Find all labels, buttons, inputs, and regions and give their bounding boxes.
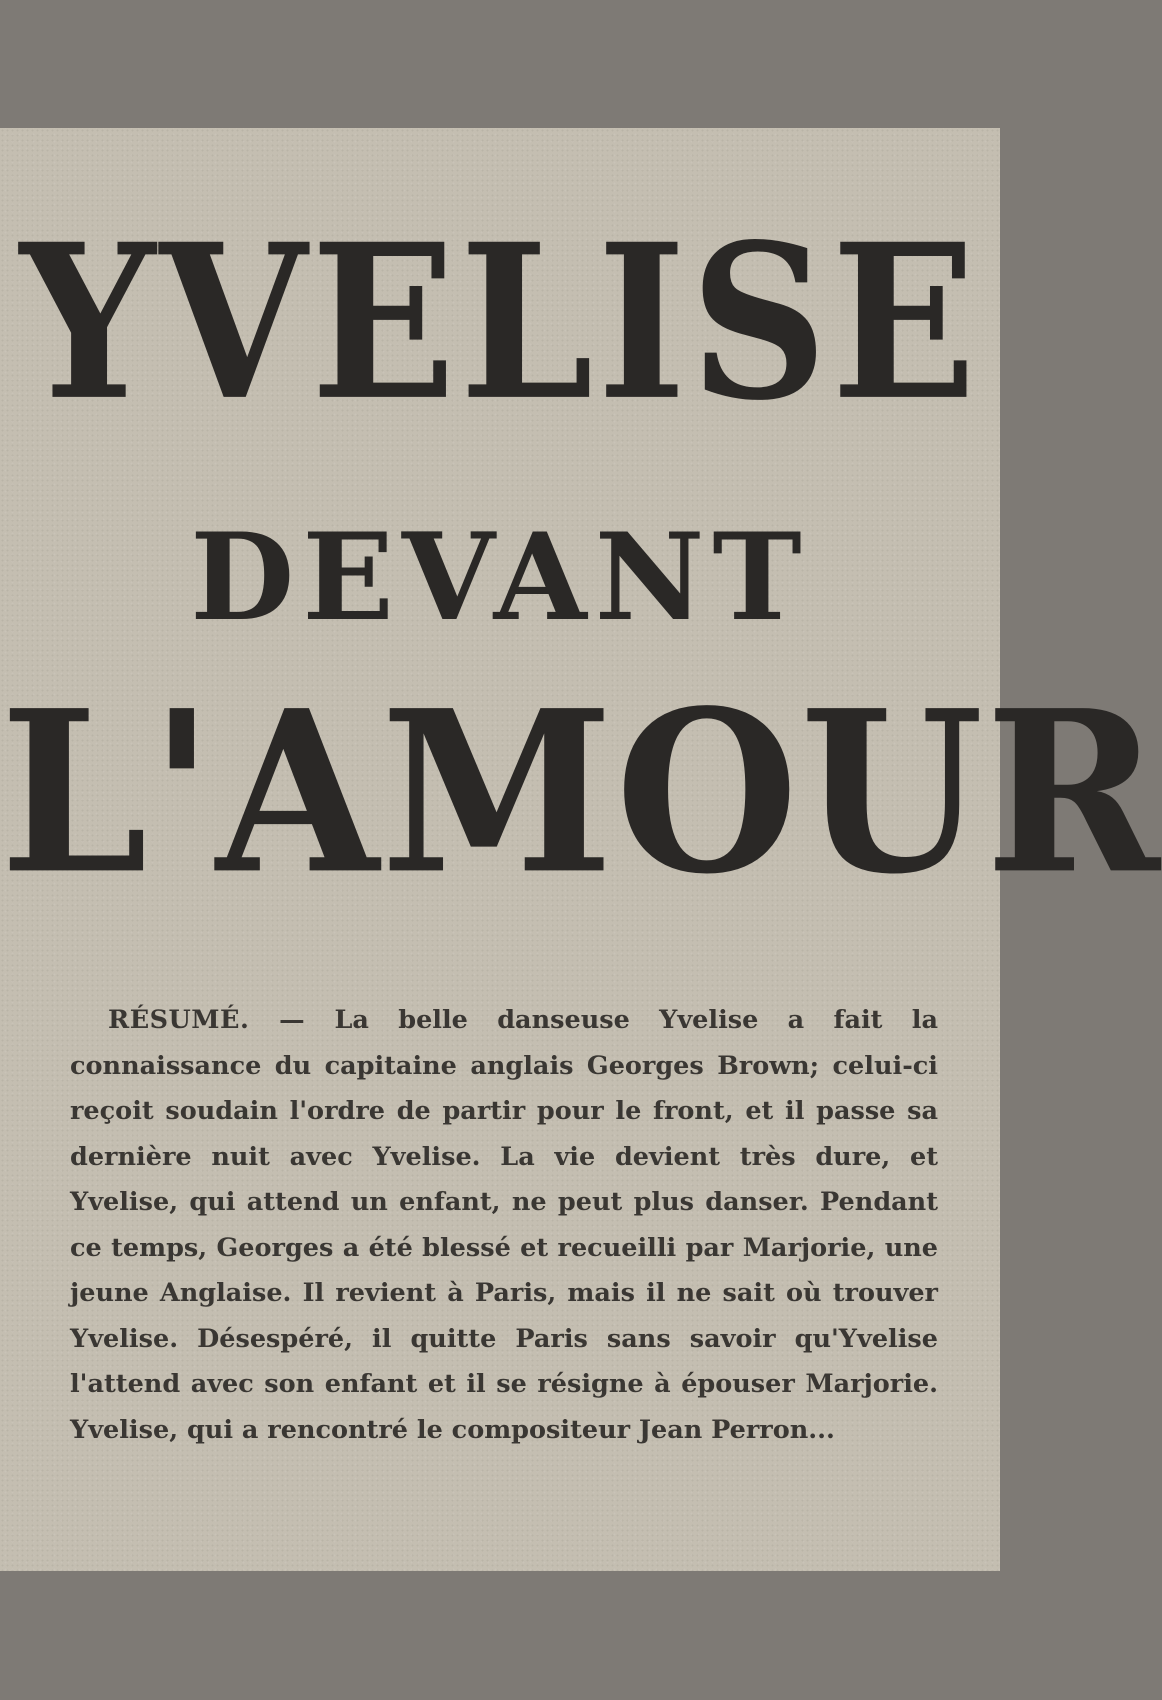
summary-text: La belle danseuse Yvelise a fait la connaissance du capitaine anglais Georges Brown; celui-ci reçoit soudain l'ordre de partir pour le front, et il passe sa dernière nuit avec Yvelise. La vie devient très dure, et Yvelise, qui attend un enfant, ne peut plus danser. Pendant ce temps, Georges a été blessé et recueilli par Marjorie, une jeune Anglaise. Il revient à Paris, mais il ne sait où trouver Yvelise. Désespéré, il quitte Paris sans savoir qu'Yvelise l'attend avec son enfant et il se résigne à épouser Marjorie. Yvelise, qui a rencontré le compositeur Jean Perron... — [70, 1005, 938, 1445]
summary-label: RÉSUMÉ. — — [108, 1005, 306, 1035]
title-line-3: L'AMOUR — [0, 661, 1162, 924]
newspaper-clipping — [0, 128, 1162, 1571]
title-line-1: YVELISE — [19, 197, 981, 448]
title-line-2: DEVANT — [190, 507, 810, 648]
summary-paragraph — [70, 998, 938, 1453]
